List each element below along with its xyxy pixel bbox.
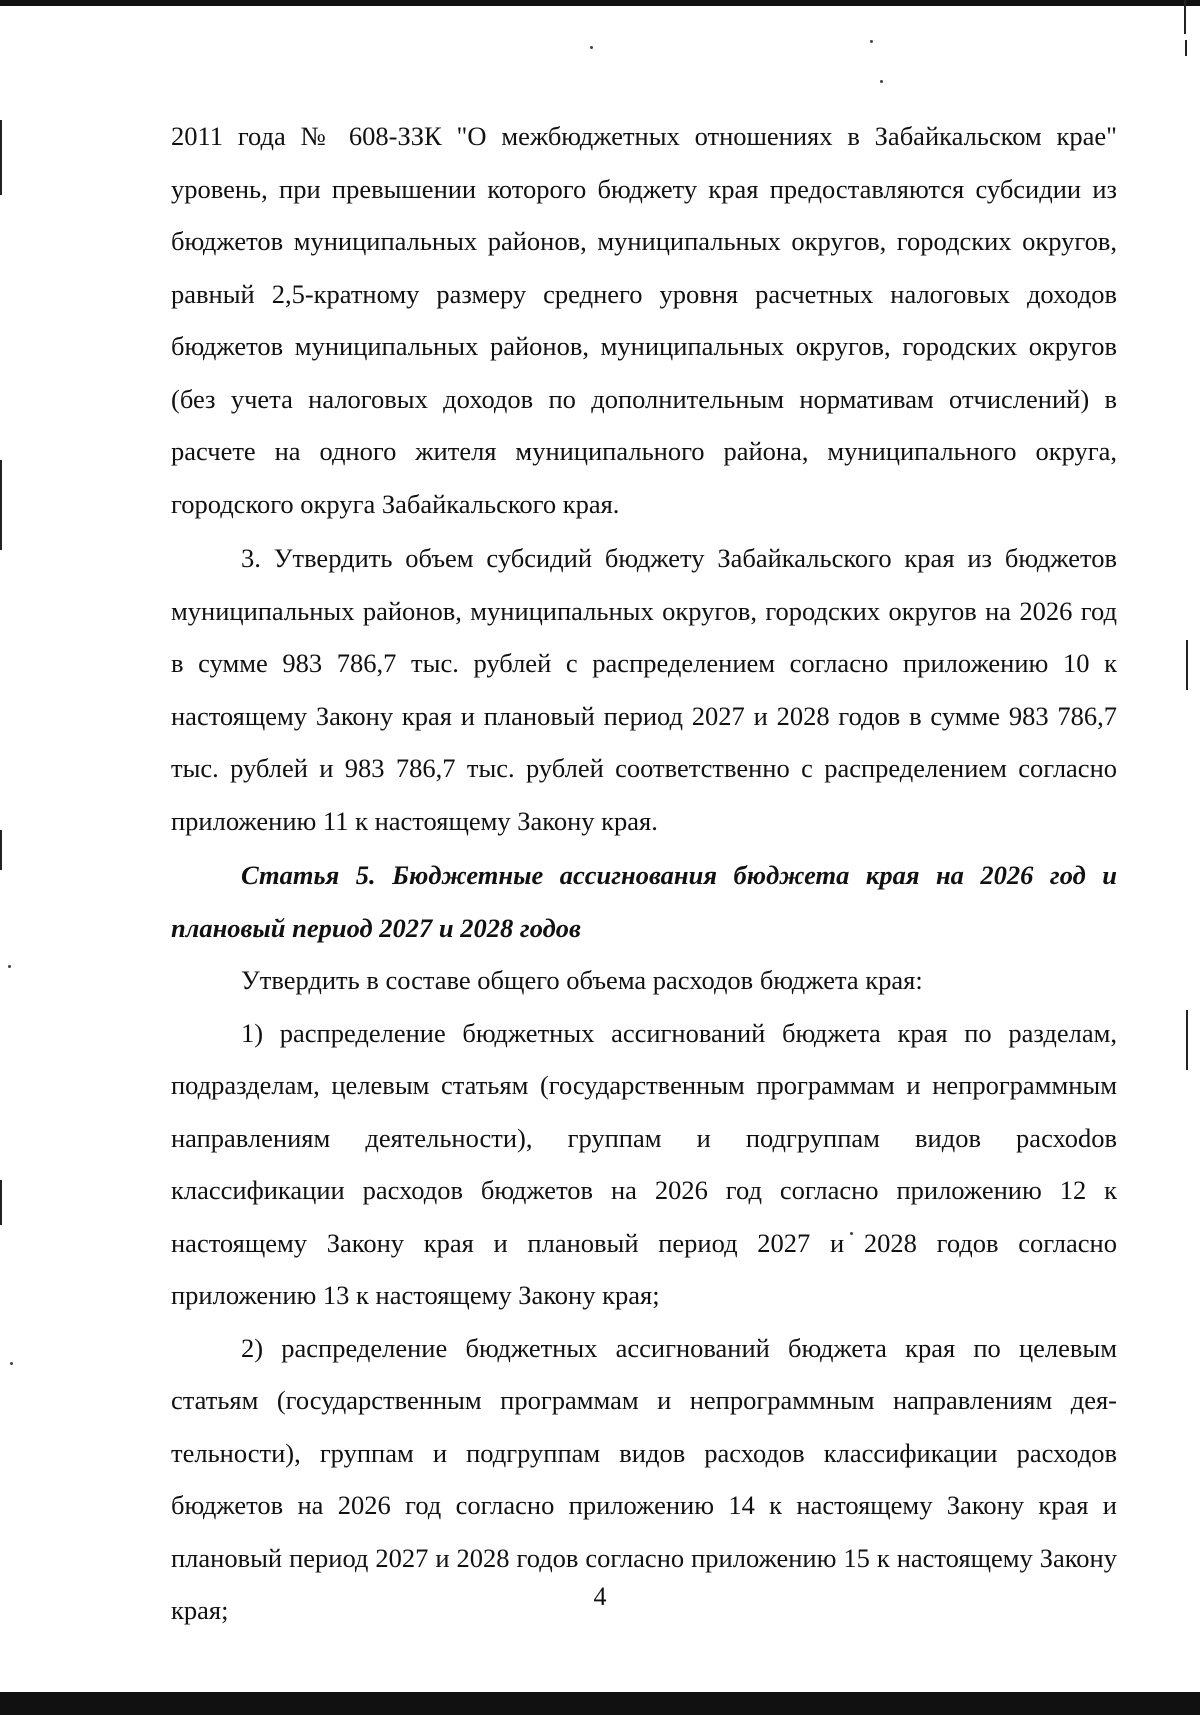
scan-edge-mark: [1184, 0, 1186, 34]
paragraph-item-3: 3. Утвердить объем субсидий бюджету Забайкальского края из бюджетов муниципальных районов, муниципальных округов, городских округов на 2026 год в сумме 983 786,7 тыс. рублей с распределением согласно приложению 10 к настоящему Закону края и плановый период 2027 и 2028 годов в сумме 983 786,7 тыс. рублей и 983 786,7 тыс. рублей соответственно с распределением согласно приложению 11 к настоящему Закону края.: [171, 543, 1117, 836]
scan-dust: [880, 80, 883, 83]
document-body: [171, 110, 1117, 1637]
paragraph-law-reference: 2011 года № 608-ЗЗК "О межбюджетных отношениях в Забайкальском крае" уровень, при превышении которого бюджету края предоставляются субсидии из бюджетов муниципальных районов, муниципальных округов, городских округов, равный 2,5-кратному размеру среднего уровня расчетных налоговых доходов бюджетов муниципальных районов, муниципальных округов, городских округов (без учета налоговых доходов по дополнительным нормативам отчислений) в расчете на одного жителя муниципального района, муниципального округа, городского округа Забайкальского края.: [171, 121, 1117, 519]
scan-dust: [10, 1362, 13, 1365]
scan-edge-mark: [0, 1180, 2, 1225]
scan-dust: [8, 965, 11, 968]
scan-edge-mark: [0, 460, 2, 550]
scan-top-border: [0, 0, 1200, 6]
paragraph-approve-intro: Утвердить в составе общего объема расходов бюджета края:: [241, 965, 923, 995]
page-number: 4: [593, 1582, 607, 1611]
scan-edge-mark: [0, 830, 2, 870]
scan-edge-mark: [1186, 1010, 1188, 1070]
scan-edge-mark: [1186, 640, 1188, 690]
scan-dust: [590, 46, 593, 49]
article-5-heading: Статья 5. Бюджетные ассигнования бюджета края на 2026 год и плановый период 2027 и 2028 годов: [171, 860, 1117, 943]
scan-dust: [870, 40, 873, 43]
scan-bottom-border: [0, 1692, 1200, 1715]
scan-edge-mark: [0, 120, 2, 195]
paragraph-subitem-1: 1) распределение бюджетных ассигнований бюджета края по разделам, подразделам, целевым статьям (государственным программам и непрограммным направлениям деятельности), группам и подгруппам видов расхоdов классификации расходов бюджетов на 2026 год согласно приложению 12 к настоящему Закону края и плановый период 2027 и 2028 годов согласно приложению 13 к настоящему Закону края;: [171, 1017, 1117, 1310]
scan-edge-mark: [1185, 40, 1187, 56]
paragraph-subitem-2: 2) распределение бюджетных ассигнований бюджета края по целевым статьям (государственным программам и непрограммным направлениям деятельности), группам и подгруппам видов расходов классификации расходов бюджетов на 2026 год согласно приложению 14 к настоящему Закону края и плановый период 2027 и 2028 годов согласно приложению 15 к настоящему Закону края;: [171, 1332, 1117, 1625]
